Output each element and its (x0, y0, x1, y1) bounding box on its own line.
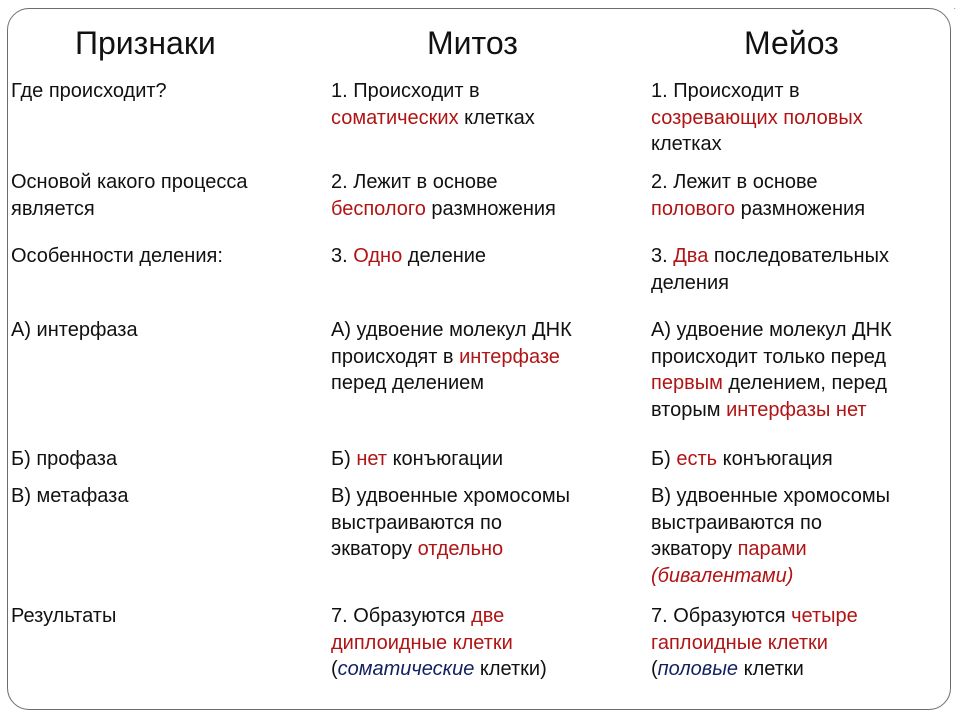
cell-row7-mitosis (331, 603, 547, 683)
header-mitosis: Митоз (427, 25, 518, 61)
cell-line (651, 397, 892, 424)
highlighted-text: диплоидные клетки (331, 631, 513, 654)
cell-text: Б) (651, 448, 677, 470)
cell-line (651, 317, 892, 344)
cell-text: ( (651, 658, 658, 680)
cell-text: ( (331, 658, 338, 680)
cell-text: 1. Происходит в (651, 80, 800, 102)
cell-line (331, 78, 535, 105)
cell-line (651, 270, 889, 297)
cell-row7-meiosis (651, 603, 858, 683)
cell-text: выстраиваются по (651, 511, 822, 534)
cell-text: размножения (735, 197, 866, 220)
cell-row6-feature (11, 483, 128, 510)
cell-text: Особенности деления: (11, 245, 223, 267)
cell-line (651, 446, 833, 473)
cell-text: Где происходит? (11, 80, 167, 102)
cell-row2-mitosis (331, 169, 556, 222)
cell-row1-mitosis (331, 78, 535, 131)
cell-line (651, 483, 890, 510)
cell-line (651, 78, 863, 105)
cell-line (651, 603, 858, 630)
cell-line (331, 630, 547, 657)
cell-line (331, 536, 570, 563)
cell-text: А) интерфаза (11, 319, 138, 341)
cell-text: экватору (651, 538, 738, 560)
cell-text: перед делением (331, 372, 484, 394)
cell-row3-mitosis (331, 243, 486, 270)
header-features: Признаки (75, 25, 216, 61)
highlighted-text: парами (737, 538, 807, 560)
cell-text: 2. Лежит в основе (651, 171, 818, 193)
cell-line (331, 370, 572, 397)
cell-line (651, 131, 863, 158)
cell-row6-meiosis (651, 483, 890, 589)
cell-line (331, 344, 572, 371)
cell-row7-feature (11, 603, 116, 630)
cell-row2-meiosis (651, 169, 865, 222)
cell-line (331, 510, 570, 537)
highlighted-text: гаплоидные клетки (651, 631, 828, 654)
cell-line (331, 483, 570, 510)
cell-text: деления (651, 271, 729, 294)
cell-text: Б) (331, 448, 357, 470)
cell-line (651, 656, 858, 683)
highlighted-text: есть (676, 448, 718, 470)
cell-text: последовательных (708, 245, 889, 267)
cell-line (331, 169, 556, 196)
cell-text: деление (402, 245, 487, 267)
cell-text: размножения (425, 197, 556, 220)
highlighted-text: (бивалентами) (651, 564, 794, 587)
cell-row1-meiosis (651, 78, 863, 158)
cell-row3-meiosis (651, 243, 889, 296)
cell-line (651, 370, 892, 397)
highlighted-text: половые (657, 658, 739, 680)
cell-line (651, 105, 863, 132)
cell-text: 7. Образуются (651, 605, 792, 627)
cell-text: клетки) (474, 658, 547, 680)
cell-text: является (11, 197, 95, 220)
highlighted-text: первым (651, 372, 723, 394)
cell-line (11, 483, 128, 510)
cell-text: вторым (651, 398, 727, 421)
highlighted-text: две (471, 605, 505, 627)
cell-text: В) удвоенные хромосомы (651, 485, 890, 507)
cell-row5-meiosis (651, 446, 833, 473)
cell-text: происходят в (331, 345, 460, 368)
cell-line (331, 317, 572, 344)
corner-mark: . (953, 1, 956, 11)
cell-text: происходит только перед (651, 345, 887, 368)
cell-line (11, 317, 138, 344)
cell-line (651, 243, 889, 270)
highlighted-text: нет (356, 448, 388, 470)
highlighted-text: бесполого (331, 197, 426, 220)
highlighted-text: созревающих половых (651, 106, 863, 129)
cell-text: конъюгация (717, 448, 833, 470)
cell-text: А) удвоение молекул ДНК (651, 319, 892, 341)
cell-line (11, 603, 116, 630)
cell-line (651, 196, 865, 223)
cell-line (11, 446, 117, 473)
cell-text: выстраиваются по (331, 511, 502, 534)
cell-line (11, 243, 223, 270)
cell-row1-feature (11, 78, 167, 105)
cell-line (651, 563, 890, 590)
cell-text: А) удвоение молекул ДНК (331, 319, 572, 341)
cell-row4-mitosis (331, 317, 572, 397)
cell-text: клетках (651, 133, 722, 155)
cell-line (11, 78, 167, 105)
highlighted-text: интерфазе (459, 345, 560, 368)
cell-text: Б) профаза (11, 448, 118, 470)
highlighted-text: интерфазы нет (726, 398, 867, 421)
cell-row3-feature (11, 243, 223, 270)
cell-text: Основой какого процесса (11, 171, 248, 193)
cell-line (651, 510, 890, 537)
cell-line (331, 105, 535, 132)
cell-text: В) метафаза (11, 485, 129, 507)
header-meiosis: Мейоз (744, 25, 839, 61)
cell-text: экватору (331, 538, 418, 560)
cell-text: 2. Лежит в основе (331, 171, 498, 193)
cell-text: В) удвоенные хромосомы (331, 485, 570, 507)
cell-row4-meiosis (651, 317, 892, 423)
cell-text: 7. Образуются (331, 605, 472, 627)
cell-text: клетках (458, 106, 535, 129)
cell-line (331, 196, 556, 223)
cell-line (11, 169, 247, 196)
cell-line (651, 344, 892, 371)
cell-line (331, 603, 547, 630)
cell-line (11, 196, 247, 223)
cell-row5-mitosis (331, 446, 503, 473)
cell-line (331, 243, 486, 270)
highlighted-text: Два (673, 245, 709, 267)
cell-row5-feature (11, 446, 117, 473)
cell-line (331, 446, 503, 473)
cell-row4-feature (11, 317, 138, 344)
cell-text: конъюгации (387, 448, 503, 470)
cell-row2-feature (11, 169, 247, 222)
highlighted-text: полового (651, 197, 736, 220)
cell-text: делением, перед (722, 372, 887, 394)
cell-line (651, 630, 858, 657)
highlighted-text: Одно (353, 245, 403, 267)
highlighted-text: соматических (331, 106, 459, 129)
cell-text: клетки (738, 658, 804, 680)
cell-line (651, 169, 865, 196)
cell-row6-mitosis (331, 483, 570, 563)
cell-text: Результаты (11, 605, 117, 627)
highlighted-text: четыре (791, 605, 858, 627)
cell-line (651, 536, 890, 563)
cell-text: 1. Происходит в (331, 80, 480, 102)
highlighted-text: соматические (337, 658, 475, 680)
cell-line (331, 656, 547, 683)
highlighted-text: отдельно (417, 538, 504, 560)
cell-text: 3. (331, 245, 354, 267)
cell-text: 3. (651, 245, 674, 267)
